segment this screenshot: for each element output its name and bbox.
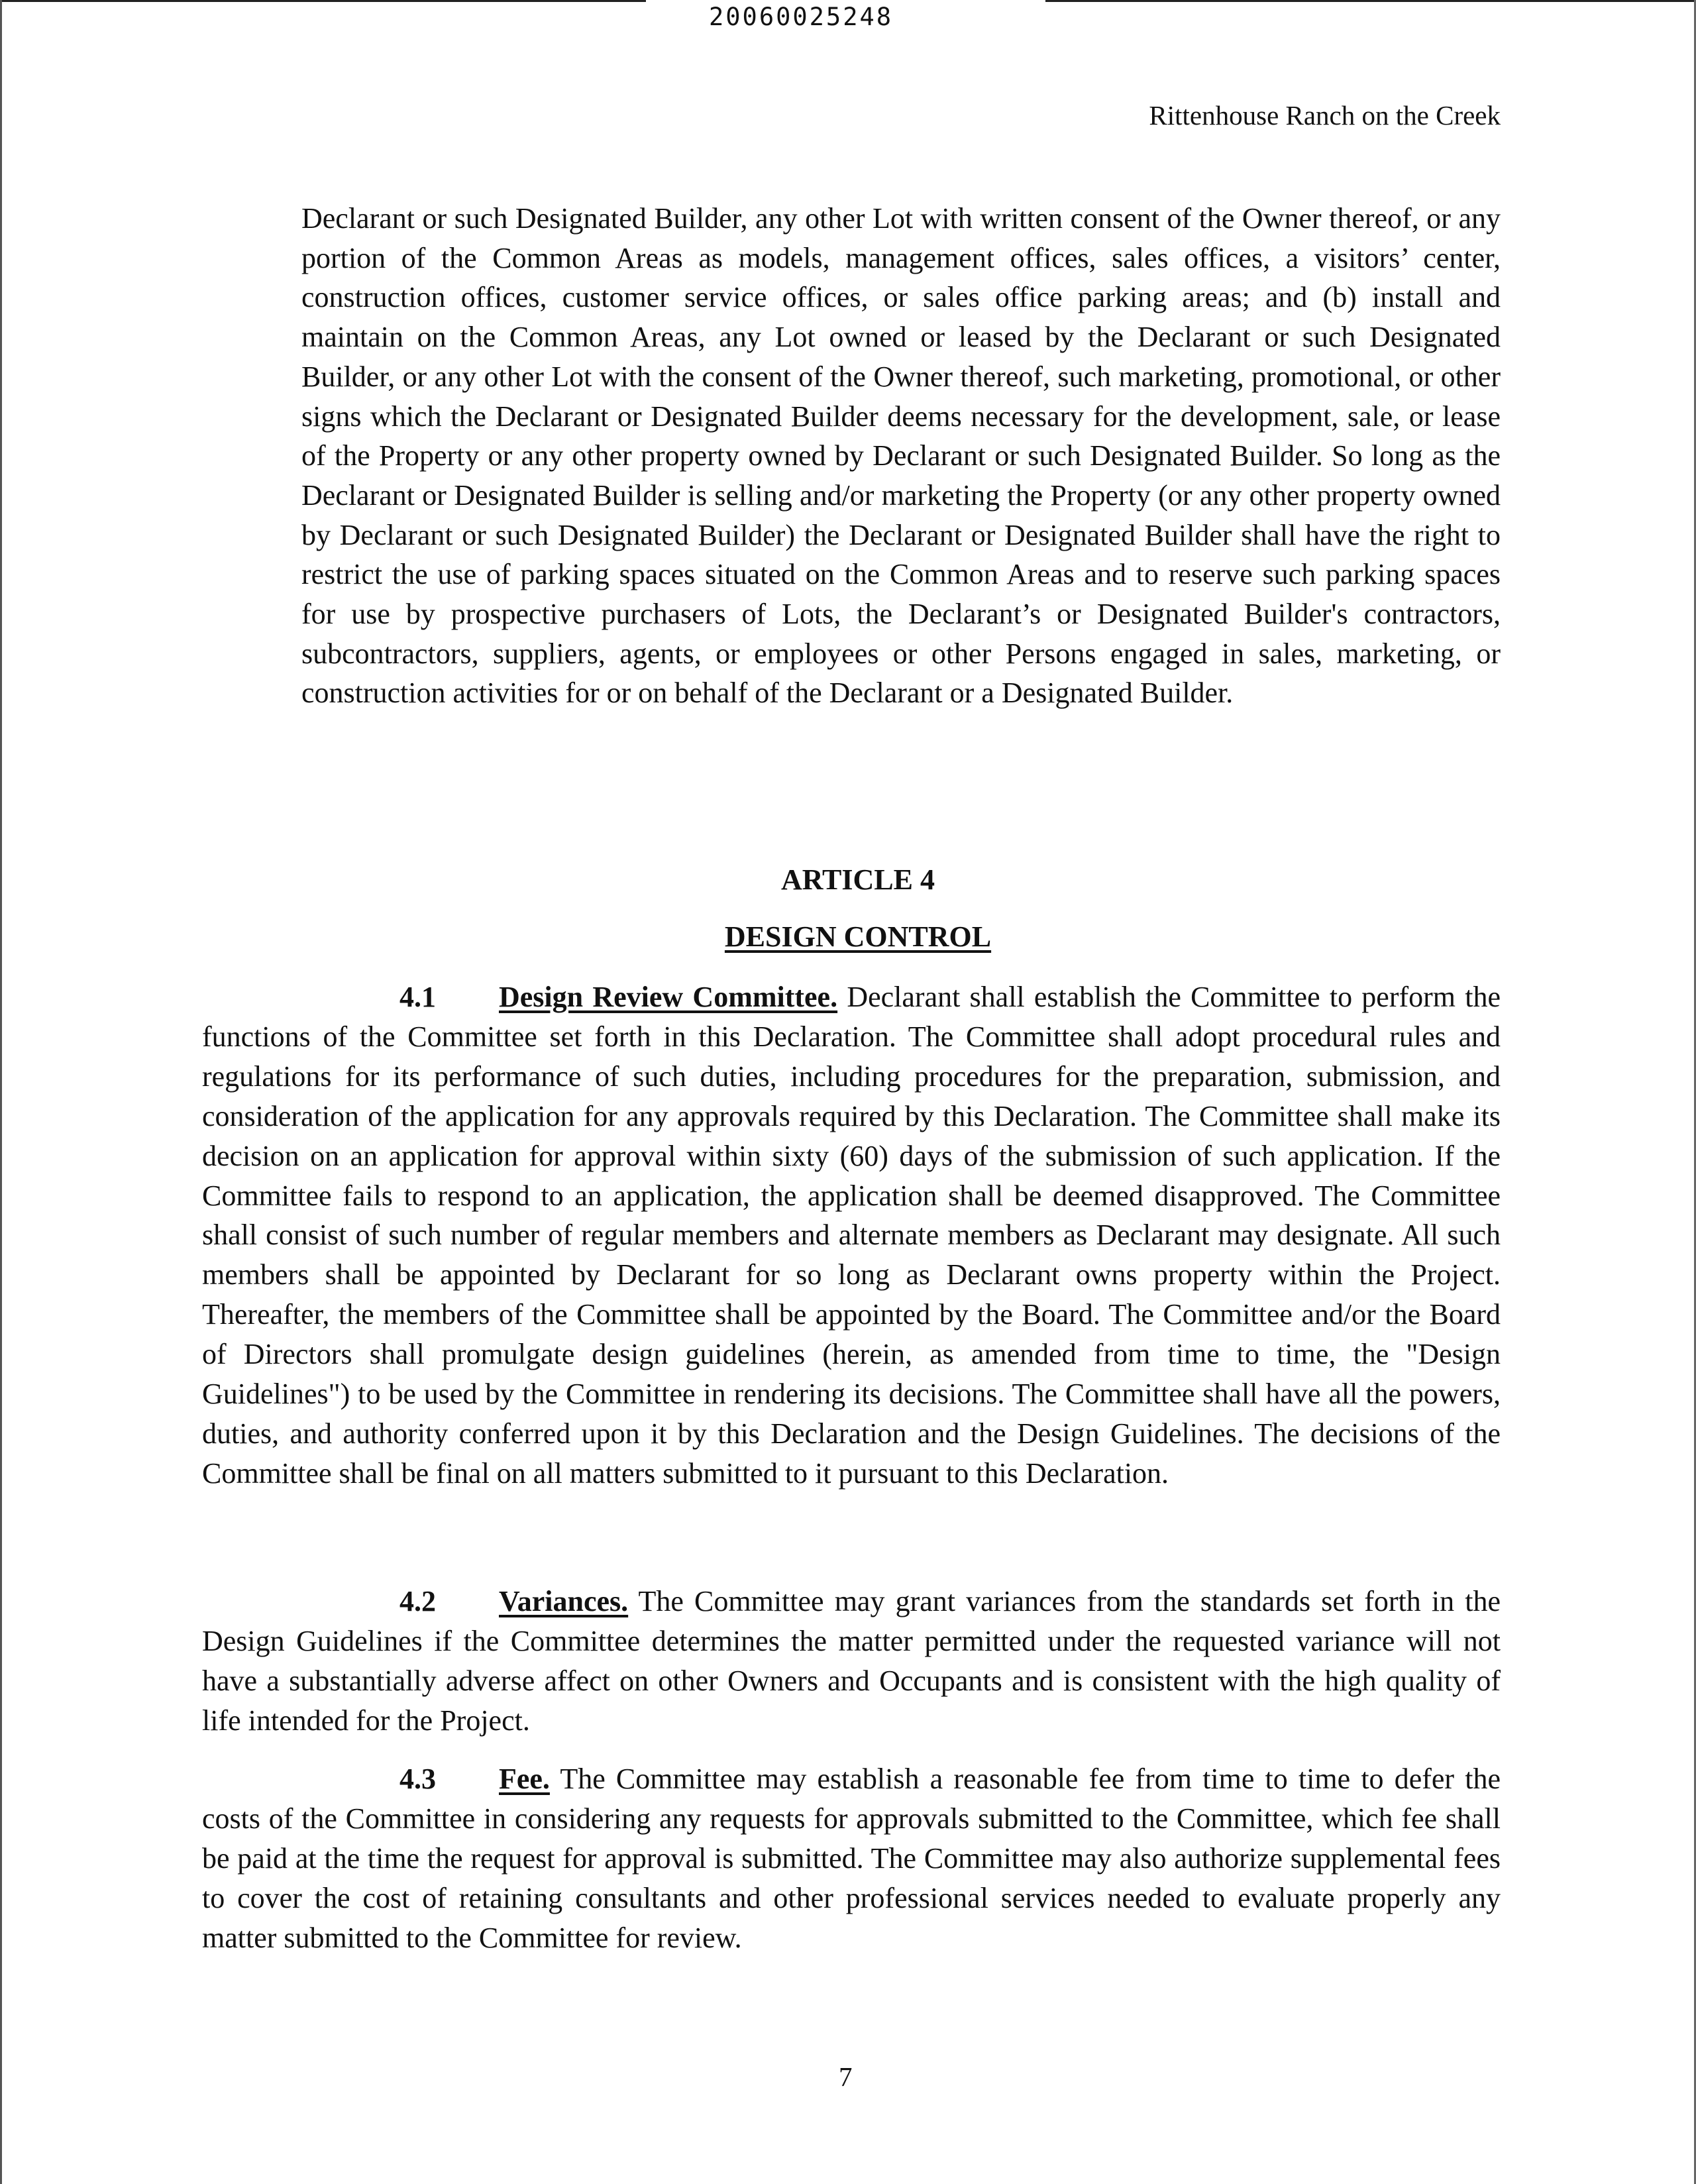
section-number: 4.1	[399, 981, 436, 1013]
section-text: The Committee may establish a reasonable fee from time to time to defer the costs of the Committee in considering any requests for approvals submitted to the Committee, which fee shall be paid at the time the request for approval is submitted. The Committee may also authorize supplemental fees to cover the cost of retaining consultants and other professional services needed to evaluate properly any matter submitted to the Committee for review.	[202, 1763, 1501, 1954]
section-text: The Committee may grant variances from the standards set forth in the Design Guidelines if the Committee determines the matter permitted under the requested variance will not have a substantially adverse affect on other Owners and Occupants and is consistent with the high quality of life intended for the Project.	[202, 1585, 1501, 1737]
section-text: Declarant shall establish the Committee to perform the functions of the Committee set forth in this Declaration. The Committee shall adopt procedural rules and regulations for its performance of such duties, including procedures for the preparation, submission, and consideration of the application for any approvals required by this Declaration. The Committee shall make its decision on an application for approval within sixty (60) days of the submission of such application. If the Committee fails to respond to an application, the application shall be deemed disapproved. The Committee shall consist of such number of regular members and alternate members as Declarant may designate. All such members shall be appointed by Declarant for so long as Declarant owns property within the Project. Thereafter, the members of the Committee shall be appointed by the Board. The Committee and/or the Board of Directors shall promulgate design guidelines (herein, as amended from time to time, the "Design Guidelines") to be used by the Committee in rendering its decisions. The Committee shall have all the powers, duties, and authority conferred upon it by this Declaration and the Design Guidelines. The decisions of the Committee shall be final on all matters submitted to it pursuant to this Declaration.	[202, 981, 1501, 1490]
scan-border-top-right	[1045, 0, 1696, 2]
section-title: Variances.	[499, 1585, 629, 1617]
article-number: ARTICLE 4	[781, 863, 935, 896]
section-4-2	[202, 1582, 1501, 1741]
article-title-wrap	[0, 920, 1696, 954]
section-4-1	[202, 977, 1501, 1494]
recording-number: 20060025248	[709, 3, 894, 31]
scan-border-top-left	[0, 0, 646, 2]
section-title: Fee.	[499, 1763, 550, 1795]
section-title: Design Review Committee.	[499, 981, 838, 1013]
section-number: 4.3	[399, 1763, 436, 1795]
section-4-3	[202, 1759, 1501, 1958]
scan-border-left	[0, 0, 2, 2184]
section-number: 4.2	[399, 1585, 436, 1617]
article-title: DESIGN CONTROL	[724, 920, 992, 953]
continuation-paragraph: Declarant or such Designated Builder, any other Lot with written consent of the Owner thereof, or any portion of the Common Areas as models, management offices, sales offices, a visitors’ center, construction offices, customer service offices, or sales office parking areas; and (b) install and maintain on the Common Areas, any Lot owned or leased by the Declarant or such Designated Builder, or any other Lot with the consent of the Owner thereof, such marketing, promotional, or other signs which the Declarant or Designated Builder deems necessary for the development, sale, or lease of the Property or any other property owned by Declarant or such Designated Builder. So long as the Declarant or Designated Builder is selling and/or marketing the Property (or any other property owned by Declarant or such Designated Builder) the Declarant or Designated Builder shall have the right to restrict the use of parking spaces situated on the Common Areas and to reserve such parking spaces for use by prospective purchasers of Lots, the Declarant’s or Designated Builder's contractors, subcontractors, suppliers, agents, or employees or other Persons engaged in sales, marketing, or construction activities for or on behalf of the Declarant or a Designated Builder.	[301, 202, 1501, 710]
running-header: Rittenhouse Ranch on the Creek	[1149, 100, 1501, 131]
page-number: 7	[839, 2061, 853, 2092]
